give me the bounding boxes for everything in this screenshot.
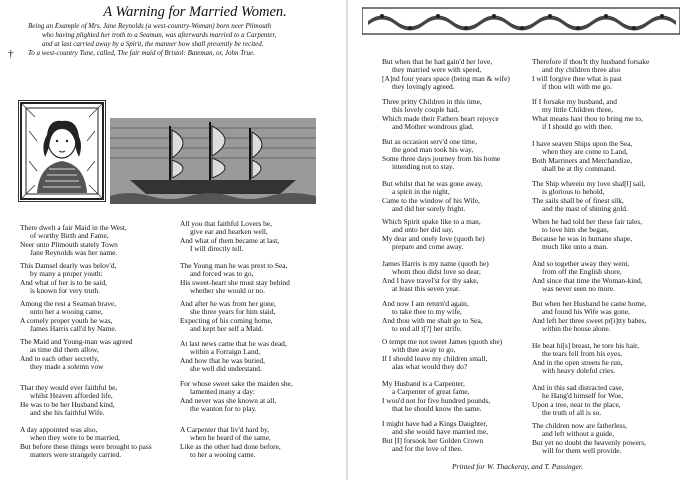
verse-line: by many a proper youth: — [30, 269, 103, 279]
verse-line: they made a solemn vow — [30, 362, 104, 372]
verse-line: I will forgive thee what is past — [532, 73, 622, 83]
verse-line: as time did them allow, — [30, 345, 99, 355]
verse-line: This Damsel dearly was belov'd, — [20, 261, 117, 270]
verse-line: But when that he had gain'd her love, — [382, 57, 493, 66]
stanza — [532, 422, 646, 456]
verse-line: and unto her did say, — [392, 225, 454, 235]
verse-line: And to each other secretly, — [20, 353, 99, 363]
verse-line: When he had told her these fair tales, — [532, 217, 642, 226]
verse-line: a spirit in the night, — [392, 187, 450, 197]
verse-line: My Husband is a Carpenter, — [382, 379, 465, 388]
verse-line: O tempt me not sweet James (quoth she) — [382, 337, 503, 346]
verse-line: shall be at thy command. — [542, 164, 617, 174]
verse-line: and thy children three also — [542, 65, 621, 75]
stanza — [382, 338, 502, 372]
ballad-title: A Warning for Married Women. — [103, 4, 287, 20]
page-fold — [346, 0, 348, 480]
stanza — [382, 380, 490, 414]
verse-line: And after he was from her gone, — [180, 299, 276, 308]
verse-line: And so together away they went, — [532, 259, 630, 268]
verse-line: and left without a guide, — [542, 429, 615, 439]
stanza — [180, 426, 281, 460]
verse-line: with heavy doleful cries. — [542, 366, 616, 376]
verse-line: this lovely couple had, — [392, 105, 459, 115]
verse-line: Upon a tree, near to the place, — [532, 399, 621, 409]
stanza — [382, 98, 499, 132]
stanza — [382, 180, 483, 214]
dagger-mark-icon: † — [8, 48, 14, 60]
verse-line: and the mast of shining gold. — [542, 204, 628, 214]
verse-line: Both Marriners and Merchandize, — [532, 155, 633, 165]
verse-line: Neer unto Plimouth stately Town — [20, 239, 118, 249]
verse-line: The sails shall be of finest silk, — [532, 195, 624, 205]
verse-line: Some three days journey from his home — [382, 153, 501, 163]
stanza — [532, 58, 649, 92]
stanza — [20, 338, 132, 372]
verse-line: I will directly tell. — [190, 244, 244, 254]
verse-line: prepare and come away. — [392, 242, 464, 252]
verse-line: give ear and hearken well, — [190, 227, 268, 237]
verse-line: my little Children three, — [542, 105, 614, 115]
verse-line: If I forsake my husband, and — [532, 97, 617, 106]
ship-woodcut-icon — [110, 118, 316, 204]
verse-line: Three pritty Children in this time, — [382, 97, 482, 106]
verse-line: I have seaven Ships upon the Sea, — [532, 139, 633, 148]
verse-line: The Maid and Young-man was agreed — [20, 337, 133, 346]
verse-line: that he should know the same. — [392, 404, 482, 414]
verse-line: The children now are fatherless, — [532, 421, 628, 430]
verse-line: and Mother wondrous glad. — [392, 122, 474, 132]
verse-line: the wanton for to play. — [190, 404, 257, 414]
verse-line: But before these things were brought to pass — [20, 441, 152, 451]
verse-line: The Ship wherein my love shal[l] sail, — [532, 179, 646, 188]
verse-line: And how that he was buried, — [180, 355, 265, 365]
verse-line: He beat hi[s] breast, he tore his hair, — [532, 341, 640, 350]
stanza — [382, 420, 488, 454]
verse-line: Among the rest a Seaman brave, — [20, 299, 117, 308]
subtitle-line: To a west-country Tune, called, The fair maid of Bristol: Bateman, or, John True. — [28, 49, 255, 57]
verse-line: My dear and onely love (quoth he) — [382, 233, 485, 243]
verse-line: There dwelt a fair Maid in the West, — [20, 223, 127, 232]
verse-line: And what of her is to be said, — [20, 277, 108, 287]
verse-line: when they were to be married, — [30, 433, 120, 443]
verse-line: was never seen no more. — [542, 284, 615, 294]
stanza — [532, 140, 632, 174]
verse-line: she well did understand. — [190, 364, 262, 374]
verse-line: with thee away to go, — [392, 345, 456, 355]
verse-line: will for them well provide. — [542, 446, 622, 456]
stanza — [382, 218, 485, 252]
subtitle-line: and at last carried away by a Spirit, the manner how shall presently be recited. — [42, 40, 264, 48]
printer-imprint: Printed for W. Thackeray, and T. Passinger. — [452, 462, 583, 471]
verse-line: And since that time the Woman-kind, — [532, 275, 643, 285]
verse-line: A comely proper youth he was, — [20, 315, 113, 325]
verse-line: And left her three sweet pr[i]tty babes, — [532, 315, 647, 325]
verse-line: the good man took his way, — [392, 145, 474, 155]
verse-line: a Carpenter of great fame, — [392, 387, 470, 397]
verse-line: to love him she began, — [542, 225, 609, 235]
stanza — [532, 180, 645, 214]
stanza — [382, 300, 483, 334]
stanza — [180, 262, 290, 296]
verse-line: alas what would they do? — [392, 362, 468, 372]
verse-line: is glorious to behold, — [542, 187, 605, 197]
verse-line: whom thou didst love so dear, — [392, 267, 481, 277]
right-page — [352, 0, 688, 480]
stanza — [382, 260, 489, 294]
stanza — [20, 426, 152, 460]
verse-line: matters were strangely carried. — [30, 450, 122, 460]
verse-line: If I should leave my children small, — [382, 353, 488, 363]
verse-line: Jane Reynolds was her name. — [30, 248, 118, 258]
verse-line: James Harris is my name (quoth he) — [382, 259, 489, 268]
subtitle-line: Being an Example of Mrs. Jane Reynolds (a west-country-Woman) born neer Plimouth — [28, 22, 272, 30]
stanza — [532, 218, 642, 252]
verse-line: lamented many a day: — [190, 387, 256, 397]
verse-line: and for the love of thee. — [392, 444, 463, 454]
verse-line: if I should go with thee. — [542, 122, 613, 132]
verse-line: For whose sweet sake the maiden she, — [180, 379, 293, 388]
verse-line: And what of them became at last, — [180, 235, 280, 245]
verse-line: He was to be her Husband kind, — [20, 399, 115, 409]
verse-line: intending not to stay. — [392, 162, 454, 172]
stanza — [180, 380, 293, 414]
verse-line: A Carpenter that liv'd hard by, — [180, 425, 270, 434]
verse-line: But when her Husband he came home, — [532, 299, 647, 308]
verse-line: James Harris call'd by Name. — [30, 324, 117, 334]
stanza — [180, 340, 287, 374]
stanza — [532, 384, 624, 418]
verse-line: Which made their Fathers heart rejoyce — [382, 113, 499, 123]
verse-line: at least this seven year. — [392, 284, 460, 294]
stanza — [20, 384, 117, 418]
verse-line: But whilst that he was gone away, — [382, 179, 483, 188]
stanza — [20, 300, 117, 334]
verse-line: I might have had a Kings Daughter, — [382, 419, 488, 428]
stanza — [20, 262, 116, 296]
verse-line: when they are come to Land, — [542, 147, 628, 157]
verse-line: unto her a wooing came, — [30, 307, 103, 317]
subtitle-line: who having plighted her troth to a Seaman, was afterwards married to a Carpenter, — [42, 31, 277, 39]
verse-line: much like unto a man. — [542, 242, 608, 252]
verse-line: Expecting of his coming home, — [180, 315, 273, 325]
decorative-banner-icon — [362, 6, 680, 36]
verse-line: His sweet-heart she must stay behind — [180, 277, 290, 287]
verse-line: and did her sorely fright. — [392, 204, 466, 214]
verse-line: At last news came that he was dead, — [180, 339, 287, 348]
verse-line: And thou with me shalt go to Sea, — [382, 315, 483, 325]
verse-line: A day appointed was also, — [20, 425, 98, 434]
verse-line: Therefore if thou'lt thy husband forsake — [532, 57, 650, 66]
verse-line: the tears fell from his eyes, — [542, 349, 623, 359]
verse-line: But [I] forsook her Golden Crown — [382, 435, 484, 445]
verse-line: and forced was to go, — [190, 269, 254, 279]
verse-line: What means hast thou to bring me to, — [532, 113, 643, 123]
verse-line: whether she would or no. — [190, 286, 265, 296]
verse-line: of worthy Birth and Fame, — [30, 231, 109, 241]
verse-line: All you that faithful Lovers be, — [180, 219, 272, 228]
verse-line: if thou wilt with me go. — [542, 82, 612, 92]
verse-line: That they would ever faithful be, — [20, 383, 118, 392]
verse-line: And in this sad distracted case, — [532, 383, 624, 392]
verse-line: The Young man he was prest to Sea, — [180, 261, 288, 270]
verse-line: Because he was in humane shape, — [532, 233, 633, 243]
verse-line: [A]nd four years space (being man & wife) — [382, 73, 510, 83]
verse-line: to her a wooing came. — [190, 450, 256, 460]
verse-line: he Hang'd himself for Woe, — [542, 391, 624, 401]
stanza — [180, 300, 276, 334]
verse-line: she three years for him staid, — [190, 307, 276, 317]
verse-line: within a Forraign Land, — [190, 347, 261, 357]
portrait-woodcut-icon — [18, 100, 106, 202]
verse-line: the truth of all is so. — [542, 408, 602, 418]
verse-line: and she would have married me, — [392, 427, 489, 437]
verse-line: But yet no doubt the heavenly powers, — [532, 437, 646, 447]
verse-line: And I have travel'st for thy sake, — [382, 275, 479, 285]
stanza — [180, 220, 279, 254]
verse-line: is known for very truth. — [30, 286, 100, 296]
verse-line: and she his faithful Wife. — [30, 408, 105, 418]
verse-line: And never was she known at all, — [180, 395, 277, 405]
stanza — [532, 260, 643, 294]
verse-line: they lovingly agreed. — [392, 82, 455, 92]
verse-line: from off the English shore, — [542, 267, 622, 277]
stanza — [532, 300, 646, 334]
verse-line: they married were with speed, — [392, 65, 482, 75]
verse-line: to take thee to my wife, — [392, 307, 462, 317]
stanza — [382, 138, 500, 172]
stanza — [532, 342, 639, 376]
verse-line: But as occasion serv'd one time, — [382, 137, 477, 146]
verse-line: I wou'd not for five hundred pounds, — [382, 395, 491, 405]
verse-line: whilst Heaven afforded life, — [30, 391, 113, 401]
verse-line: and found his Wife was gone, — [542, 307, 630, 317]
verse-line: And in the open streets he run, — [532, 357, 623, 367]
verse-line: Which Spirit spake like to a man, — [382, 217, 481, 226]
verse-line: Came to the window of his Wife, — [382, 195, 480, 205]
verse-line: within the house alone. — [542, 324, 611, 334]
verse-line: and kept her self a Maid. — [190, 324, 264, 334]
stanza — [382, 58, 510, 92]
stanza — [532, 98, 643, 132]
verse-line: when he heard of the same, — [190, 433, 271, 443]
stanza — [20, 224, 127, 258]
ballad-subtitle — [28, 22, 334, 58]
verse-line: And now I am return'd again, — [382, 299, 469, 308]
verse-line: Like as the other had done before, — [180, 441, 281, 451]
verse-line: to end all t[?] her strife. — [392, 324, 462, 334]
